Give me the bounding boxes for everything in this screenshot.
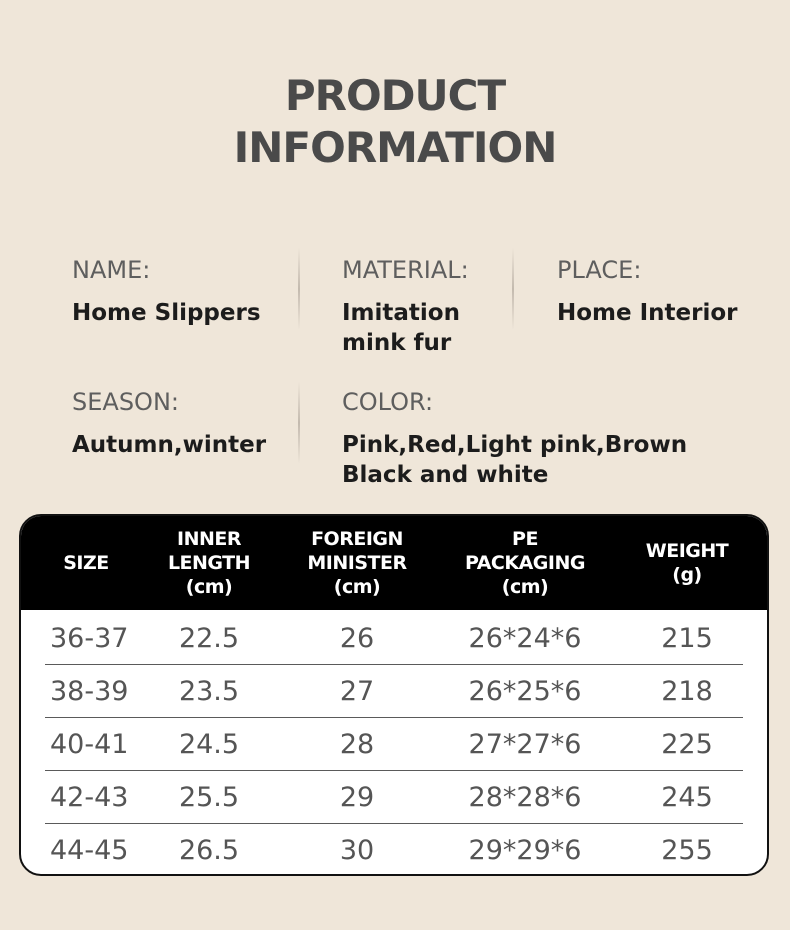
info-place bbox=[557, 256, 738, 328]
cell-pe-packaging: 27*27*6 bbox=[468, 729, 582, 760]
color-value-line-2: Black and white bbox=[342, 462, 549, 488]
table-row bbox=[21, 665, 767, 718]
header-inner-length: INNER LENGTH (cm) bbox=[167, 528, 251, 598]
cell-pe-packaging: 29*29*6 bbox=[468, 835, 582, 866]
header-foreign-minister: FOREIGN MINISTER (cm) bbox=[307, 528, 407, 598]
cell-weight: 255 bbox=[661, 835, 713, 866]
material-label: MATERIAL: bbox=[342, 256, 469, 284]
cell-inner-length: 22.5 bbox=[178, 623, 240, 654]
color-value bbox=[342, 430, 687, 490]
cell-foreign-minister: 28 bbox=[339, 729, 375, 760]
cell-size: 38-39 bbox=[50, 676, 129, 707]
cell-foreign-minister: 27 bbox=[339, 676, 375, 707]
info-name bbox=[72, 256, 261, 328]
info-season bbox=[72, 388, 266, 460]
cell-foreign-minister: 26 bbox=[339, 623, 375, 654]
header-pe-packaging: PE PACKAGING (cm) bbox=[465, 528, 585, 598]
place-value: Home Interior bbox=[557, 300, 738, 326]
cell-foreign-minister: 29 bbox=[339, 782, 375, 813]
cell-inner-length: 25.5 bbox=[178, 782, 240, 813]
cell-inner-length: 26.5 bbox=[178, 835, 240, 866]
divider bbox=[298, 248, 300, 330]
cell-weight: 245 bbox=[661, 782, 713, 813]
place-label: PLACE: bbox=[557, 256, 642, 284]
header-size: SIZE bbox=[63, 552, 109, 574]
cell-size: 44-45 bbox=[50, 835, 129, 866]
cell-foreign-minister: 30 bbox=[339, 835, 375, 866]
cell-inner-length: 24.5 bbox=[178, 729, 240, 760]
season-value: Autumn,winter bbox=[72, 432, 267, 458]
cell-size: 42-43 bbox=[50, 782, 129, 813]
title-line-2: INFORMATION bbox=[233, 123, 557, 172]
cell-size: 36-37 bbox=[50, 623, 129, 654]
color-label: COLOR: bbox=[342, 388, 434, 416]
divider bbox=[298, 382, 300, 464]
table-row bbox=[21, 718, 767, 771]
material-value bbox=[342, 298, 469, 358]
color-value-line-1: Pink,Red,Light pink,Brown bbox=[342, 432, 688, 458]
table-row bbox=[21, 771, 767, 824]
cell-pe-packaging: 26*25*6 bbox=[468, 676, 582, 707]
cell-weight: 215 bbox=[661, 623, 713, 654]
divider bbox=[512, 248, 514, 330]
table-row bbox=[21, 612, 767, 665]
cell-size: 40-41 bbox=[50, 729, 129, 760]
name-label: NAME: bbox=[72, 256, 151, 284]
cell-weight: 225 bbox=[661, 729, 713, 760]
info-color bbox=[342, 388, 687, 490]
cell-pe-packaging: 28*28*6 bbox=[468, 782, 582, 813]
page-title bbox=[0, 70, 790, 174]
table-header bbox=[21, 516, 767, 610]
table-row bbox=[21, 824, 767, 876]
size-table bbox=[19, 514, 769, 876]
cell-inner-length: 23.5 bbox=[178, 676, 240, 707]
season-label: SEASON: bbox=[72, 388, 179, 416]
material-value-line-1: Imitation bbox=[342, 300, 460, 326]
info-material bbox=[342, 256, 469, 358]
name-value: Home Slippers bbox=[72, 300, 261, 326]
cell-pe-packaging: 26*24*6 bbox=[468, 623, 582, 654]
material-value-line-2: mink fur bbox=[342, 330, 452, 356]
header-weight: WEIGHT (g) bbox=[645, 540, 729, 586]
cell-weight: 218 bbox=[661, 676, 713, 707]
title-line-1: PRODUCT bbox=[284, 71, 506, 120]
